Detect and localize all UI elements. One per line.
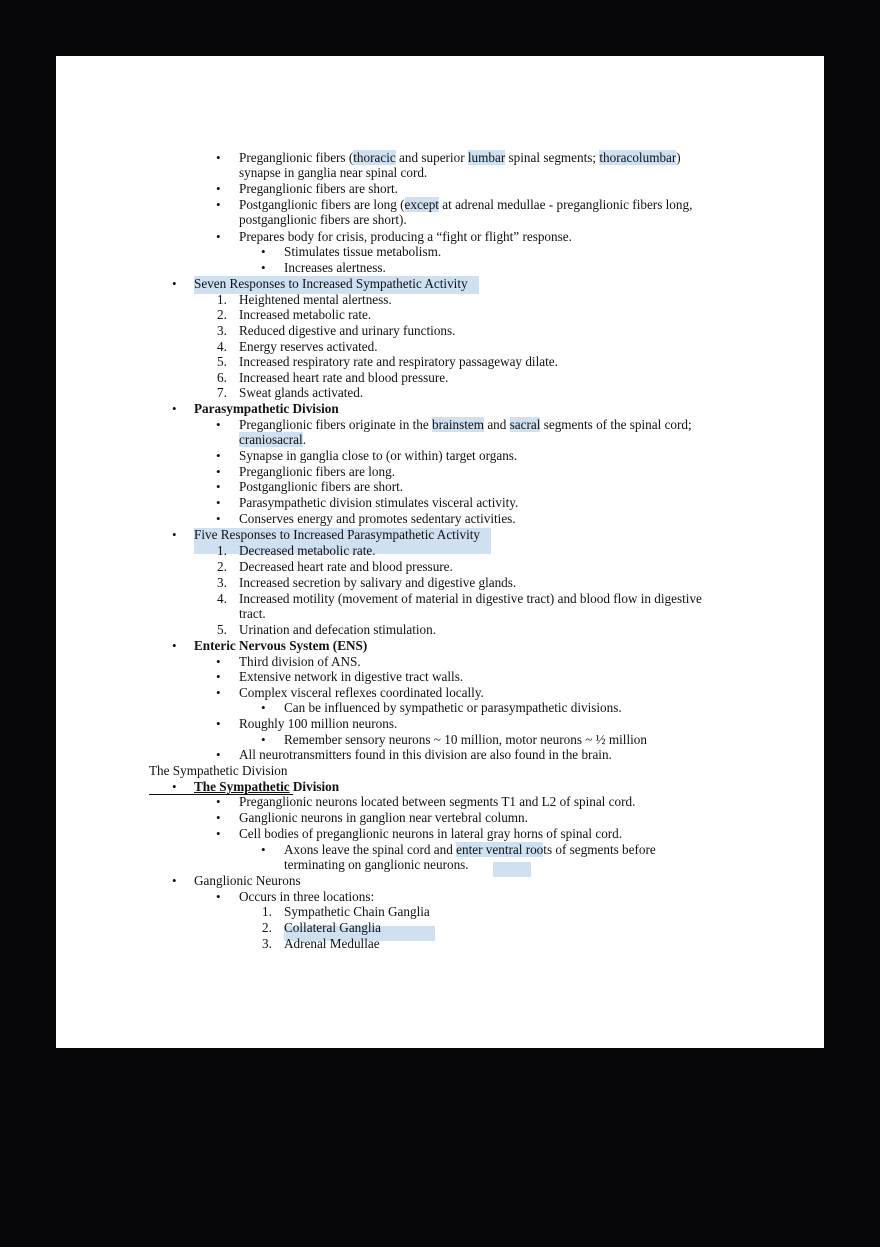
bullet-icon: • xyxy=(261,700,266,715)
list-item: Postganglionic fibers are short. xyxy=(239,479,404,494)
list-item: Sympathetic Chain Ganglia xyxy=(284,904,430,919)
list-item: Increased respiratory rate and respiratory passageway dilate. xyxy=(239,354,558,369)
bullet-icon: • xyxy=(216,181,221,196)
list-number: 3. xyxy=(217,575,227,590)
bullet-icon: • xyxy=(216,654,221,669)
section-heading: Parasympathetic Division xyxy=(194,401,339,416)
list-number: 6. xyxy=(217,370,227,385)
list-item: Occurs in three locations: xyxy=(239,889,375,904)
section-heading: Ganglionic Neurons xyxy=(194,873,301,888)
list-number: 2. xyxy=(217,307,227,322)
bullet-icon: • xyxy=(172,779,177,794)
section-heading: Seven Responses to Increased Sympathetic Activity xyxy=(194,276,468,291)
list-item-continuation: tract. xyxy=(239,606,266,621)
bullet-icon: • xyxy=(261,244,266,259)
list-number: 4. xyxy=(217,339,227,354)
list-item: Preganglionic fibers are long. xyxy=(239,464,396,479)
text-highlight xyxy=(493,862,531,877)
bullet-icon: • xyxy=(172,401,177,416)
list-item: Third division of ANS. xyxy=(239,654,361,669)
list-item: Increased motility (movement of material in digestive tract) and blood flow in digestive xyxy=(239,591,702,606)
list-item: Increased metabolic rate. xyxy=(239,307,372,322)
list-item: Can be influenced by sympathetic or parasympathetic divisions. xyxy=(284,700,622,715)
list-number: 1. xyxy=(262,904,272,919)
list-item: Energy reserves activated. xyxy=(239,339,378,354)
text-line: postganglionic fibers are short). xyxy=(239,212,407,227)
list-number: 3. xyxy=(262,936,272,951)
text-line: craniosacral. xyxy=(239,432,306,447)
bullet-icon: • xyxy=(216,685,221,700)
list-item: Increased secretion by salivary and digestive glands. xyxy=(239,575,517,590)
bullet-icon: • xyxy=(216,150,221,165)
list-item: Cell bodies of preganglionic neurons in lateral gray horns of spinal cord. xyxy=(239,826,623,841)
list-item: Adrenal Medullae xyxy=(284,936,380,951)
bullet-icon: • xyxy=(172,276,177,291)
list-number: 1. xyxy=(217,292,227,307)
list-item: Sweat glands activated. xyxy=(239,385,364,400)
text-line: Preganglionic fibers are short. xyxy=(239,181,398,196)
text-line: Preganglionic fibers originate in the brainstem and sacral segments of the spinal cord; xyxy=(239,417,692,432)
bullet-icon: • xyxy=(216,511,221,526)
bullet-icon: • xyxy=(172,873,177,888)
section-heading: Enteric Nervous System (ENS) xyxy=(194,638,368,653)
bullet-icon: • xyxy=(216,417,221,432)
bullet-icon: • xyxy=(216,889,221,904)
bullet-icon: • xyxy=(261,842,266,857)
list-item: Synapse in ganglia close to (or within) target organs. xyxy=(239,448,518,463)
list-item: Decreased metabolic rate. xyxy=(239,543,376,558)
list-item: Remember sensory neurons ~ 10 million, motor neurons ~ ½ million xyxy=(284,732,647,747)
list-item: Roughly 100 million neurons. xyxy=(239,716,398,731)
list-item: Extensive network in digestive tract walls. xyxy=(239,669,464,684)
bullet-icon: • xyxy=(261,732,266,747)
list-item: Axons leave the spinal cord and enter ventral roots of segments before xyxy=(284,842,656,857)
list-item: Heightened mental alertness. xyxy=(239,292,392,307)
text-line: synapse in ganglia near spinal cord. xyxy=(239,165,428,180)
list-number: 3. xyxy=(217,323,227,338)
bullet-icon: • xyxy=(216,810,221,825)
list-number: 5. xyxy=(217,622,227,637)
list-number: 7. xyxy=(217,385,227,400)
bullet-icon: • xyxy=(216,716,221,731)
bullet-icon: • xyxy=(172,527,177,542)
bullet-icon: • xyxy=(216,197,221,212)
text-line: Stimulates tissue metabolism. xyxy=(284,244,442,259)
text-line: Postganglionic fibers are long (except at adrenal medullae - preganglionic fibers long, xyxy=(239,197,693,212)
bullet-icon: • xyxy=(216,464,221,479)
bullet-icon: • xyxy=(216,479,221,494)
bullet-icon: • xyxy=(216,794,221,809)
list-item: Decreased heart rate and blood pressure. xyxy=(239,559,453,574)
text-line: Prepares body for crisis, producing a “fight or flight” response. xyxy=(239,229,572,244)
list-item: Complex visceral reflexes coordinated locally. xyxy=(239,685,484,700)
bullet-icon: • xyxy=(216,448,221,463)
bullet-icon: • xyxy=(216,229,221,244)
section-heading: The Sympathetic Division xyxy=(194,779,340,794)
list-number: 1. xyxy=(217,543,227,558)
section-title: The Sympathetic Division xyxy=(149,763,288,778)
list-number: 2. xyxy=(262,920,272,935)
bullet-icon: • xyxy=(216,669,221,684)
list-item: Conserves energy and promotes sedentary activities. xyxy=(239,511,516,526)
list-item: All neurotransmitters found in this division are also found in the brain. xyxy=(239,747,612,762)
list-item: Collateral Ganglia xyxy=(284,920,382,935)
text-line: Preganglionic fibers (thoracic and superior lumbar spinal segments; thoracolumbar) xyxy=(239,150,681,165)
section-heading: Five Responses to Increased Parasympathetic Activity xyxy=(194,527,481,542)
list-item: Reduced digestive and urinary functions. xyxy=(239,323,456,338)
bullet-icon: • xyxy=(216,826,221,841)
list-item: Urination and defecation stimulation. xyxy=(239,622,437,637)
bullet-icon: • xyxy=(216,495,221,510)
list-item-continuation: terminating on ganglionic neurons. xyxy=(284,857,469,872)
list-number: 5. xyxy=(217,354,227,369)
list-item: Parasympathetic division stimulates visceral activity. xyxy=(239,495,519,510)
list-item: Ganglionic neurons in ganglion near vertebral column. xyxy=(239,810,528,825)
bullet-icon: • xyxy=(172,638,177,653)
bullet-icon: • xyxy=(216,747,221,762)
bullet-icon: • xyxy=(261,260,266,275)
list-number: 4. xyxy=(217,591,227,606)
list-number: 2. xyxy=(217,559,227,574)
list-item: Preganglionic neurons located between segments T1 and L2 of spinal cord. xyxy=(239,794,636,809)
text-line: Increases alertness. xyxy=(284,260,386,275)
list-item: Increased heart rate and blood pressure. xyxy=(239,370,449,385)
